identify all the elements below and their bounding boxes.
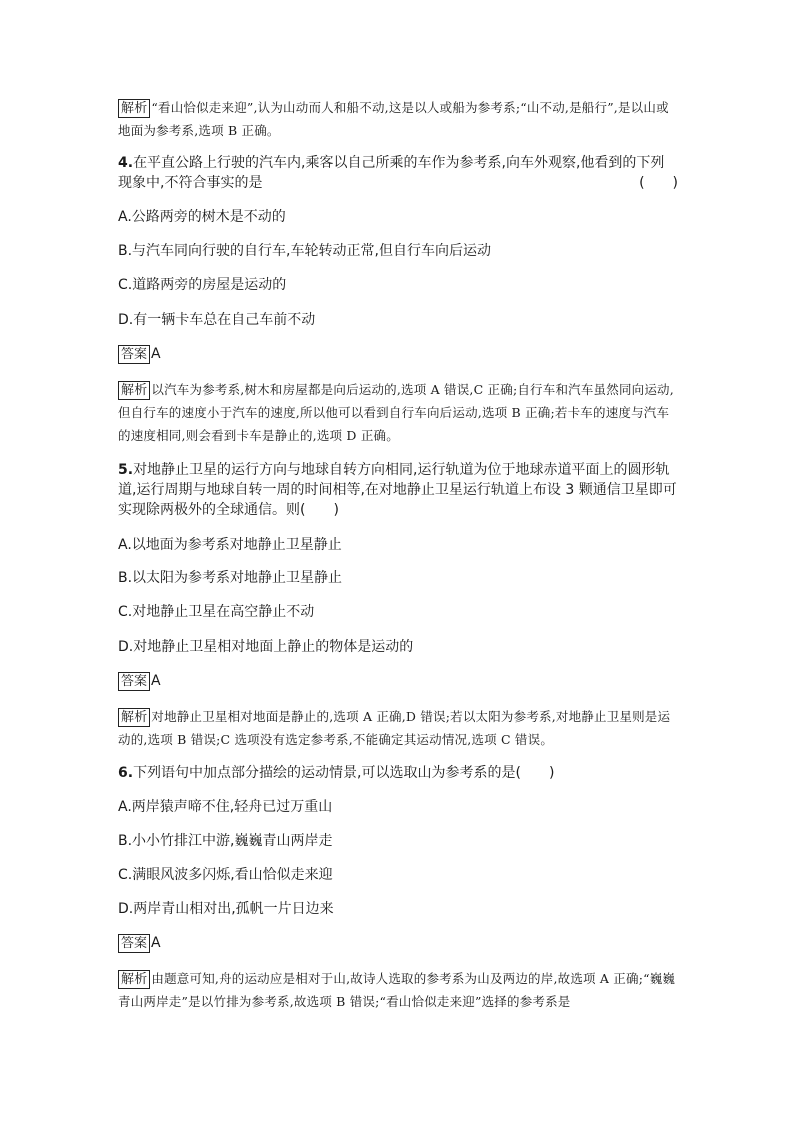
answer-value: A xyxy=(151,673,161,689)
option-b: B.与汽车同向行驶的自行车,车轮转动正常,但自行车向后运动 xyxy=(118,243,491,259)
explanation-block xyxy=(118,705,678,751)
explanation-tag: 解析 xyxy=(118,708,150,727)
option-c: C.对地静止卫星在高空静止不动 xyxy=(118,604,315,620)
explanation-block xyxy=(118,378,678,447)
explanation-tag: 解析 xyxy=(118,970,150,989)
option-a: A.两岸猿声啼不住,轻舟已过万重山 xyxy=(118,799,333,815)
question-number: 5. xyxy=(118,462,134,478)
option-c: C.道路两旁的房屋是运动的 xyxy=(118,277,287,293)
question-4 xyxy=(118,153,678,193)
option-a: A.公路两旁的树木是不动的 xyxy=(118,209,286,225)
option-b: B.以太阳为参考系对地静止卫星静止 xyxy=(118,570,343,586)
answer-block xyxy=(118,933,678,953)
explanation-text: 由题意可知,舟的运动应是相对于山,故诗人选取的参考系为山及两边的岸,故选项 A 正确;“巍巍青山两岸走”是以竹排为参考系,故选项 B 错误;“看山恰似走来迎”选择的参考系是 xyxy=(118,971,676,1009)
question-stem: 在平直公路上行驶的汽车内,乘客以自己所乘的车作为参考系,向车外观察,他看到的下列现象中,不符合事实的是 xyxy=(118,155,665,191)
answer-tag: 答案 xyxy=(118,934,150,953)
question-number: 6. xyxy=(118,765,134,781)
option-b: B.小小竹排江中游,巍巍青山两岸走 xyxy=(118,833,333,849)
option-d: D.两岸青山相对出,孤帆一片日边来 xyxy=(118,901,334,917)
answer-paren: ( ) xyxy=(639,175,678,191)
answer-value: A xyxy=(151,346,161,362)
explanation-text: “看山恰似走来迎”,认为山动而人和船不动,这是以人或船为参考系;“山不动,是船行”,是以山或地面为参考系,选项 B 正确。 xyxy=(118,100,669,138)
answer-block xyxy=(118,671,678,691)
explanation-block-prev xyxy=(118,96,678,142)
option-d: D.有一辆卡车总在自己车前不动 xyxy=(118,312,316,328)
answer-value: A xyxy=(151,935,161,951)
answer-tag: 答案 xyxy=(118,672,150,691)
question-stem: 对地静止卫星的运行方向与地球自转方向相同,运行轨道为位于地球赤道平面上的圆形轨道,运行周期与地球自转一周的时间相等,在对地静止卫星运行轨道上布设 3 颗通信卫星即可实现除两极外的全球通信。则( ) xyxy=(118,462,677,518)
explanation-text: 对地静止卫星相对地面是静止的,选项 A 正确,D 错误;若以太阳为参考系,对地静止卫星则是运动的,选项 B 错误;C 选项没有选定参考系,不能确定其运动情况,选项 C 错误。 xyxy=(118,709,671,747)
explanation-text: 以汽车为参考系,树木和房屋都是向后运动的,选项 A 错误,C 正确;自行车和汽车虽然同向运动,但自行车的速度小于汽车的速度,所以他可以看到自行车向后运动,选项 B 正确;若卡车的速度与汽车的速度相同,则会看到卡车是静止的,选项 D 正确。 xyxy=(118,382,674,443)
question-number: 4. xyxy=(118,155,134,171)
answer-tag: 答案 xyxy=(118,345,150,364)
option-a: A.以地面为参考系对地静止卫星静止 xyxy=(118,537,342,553)
option-d: D.对地静止卫星相对地面上静止的物体是运动的 xyxy=(118,639,414,655)
explanation-block xyxy=(118,967,678,1013)
answer-block xyxy=(118,344,678,364)
explanation-tag: 解析 xyxy=(118,381,150,400)
question-stem: 下列语句中加点部分描绘的运动情景,可以选取山为参考系的是( ) xyxy=(133,765,555,781)
question-6 xyxy=(118,763,678,783)
question-5 xyxy=(118,460,678,520)
explanation-tag: 解析 xyxy=(118,99,150,118)
option-c: C.满眼风波多闪烁,看山恰似走来迎 xyxy=(118,867,333,883)
